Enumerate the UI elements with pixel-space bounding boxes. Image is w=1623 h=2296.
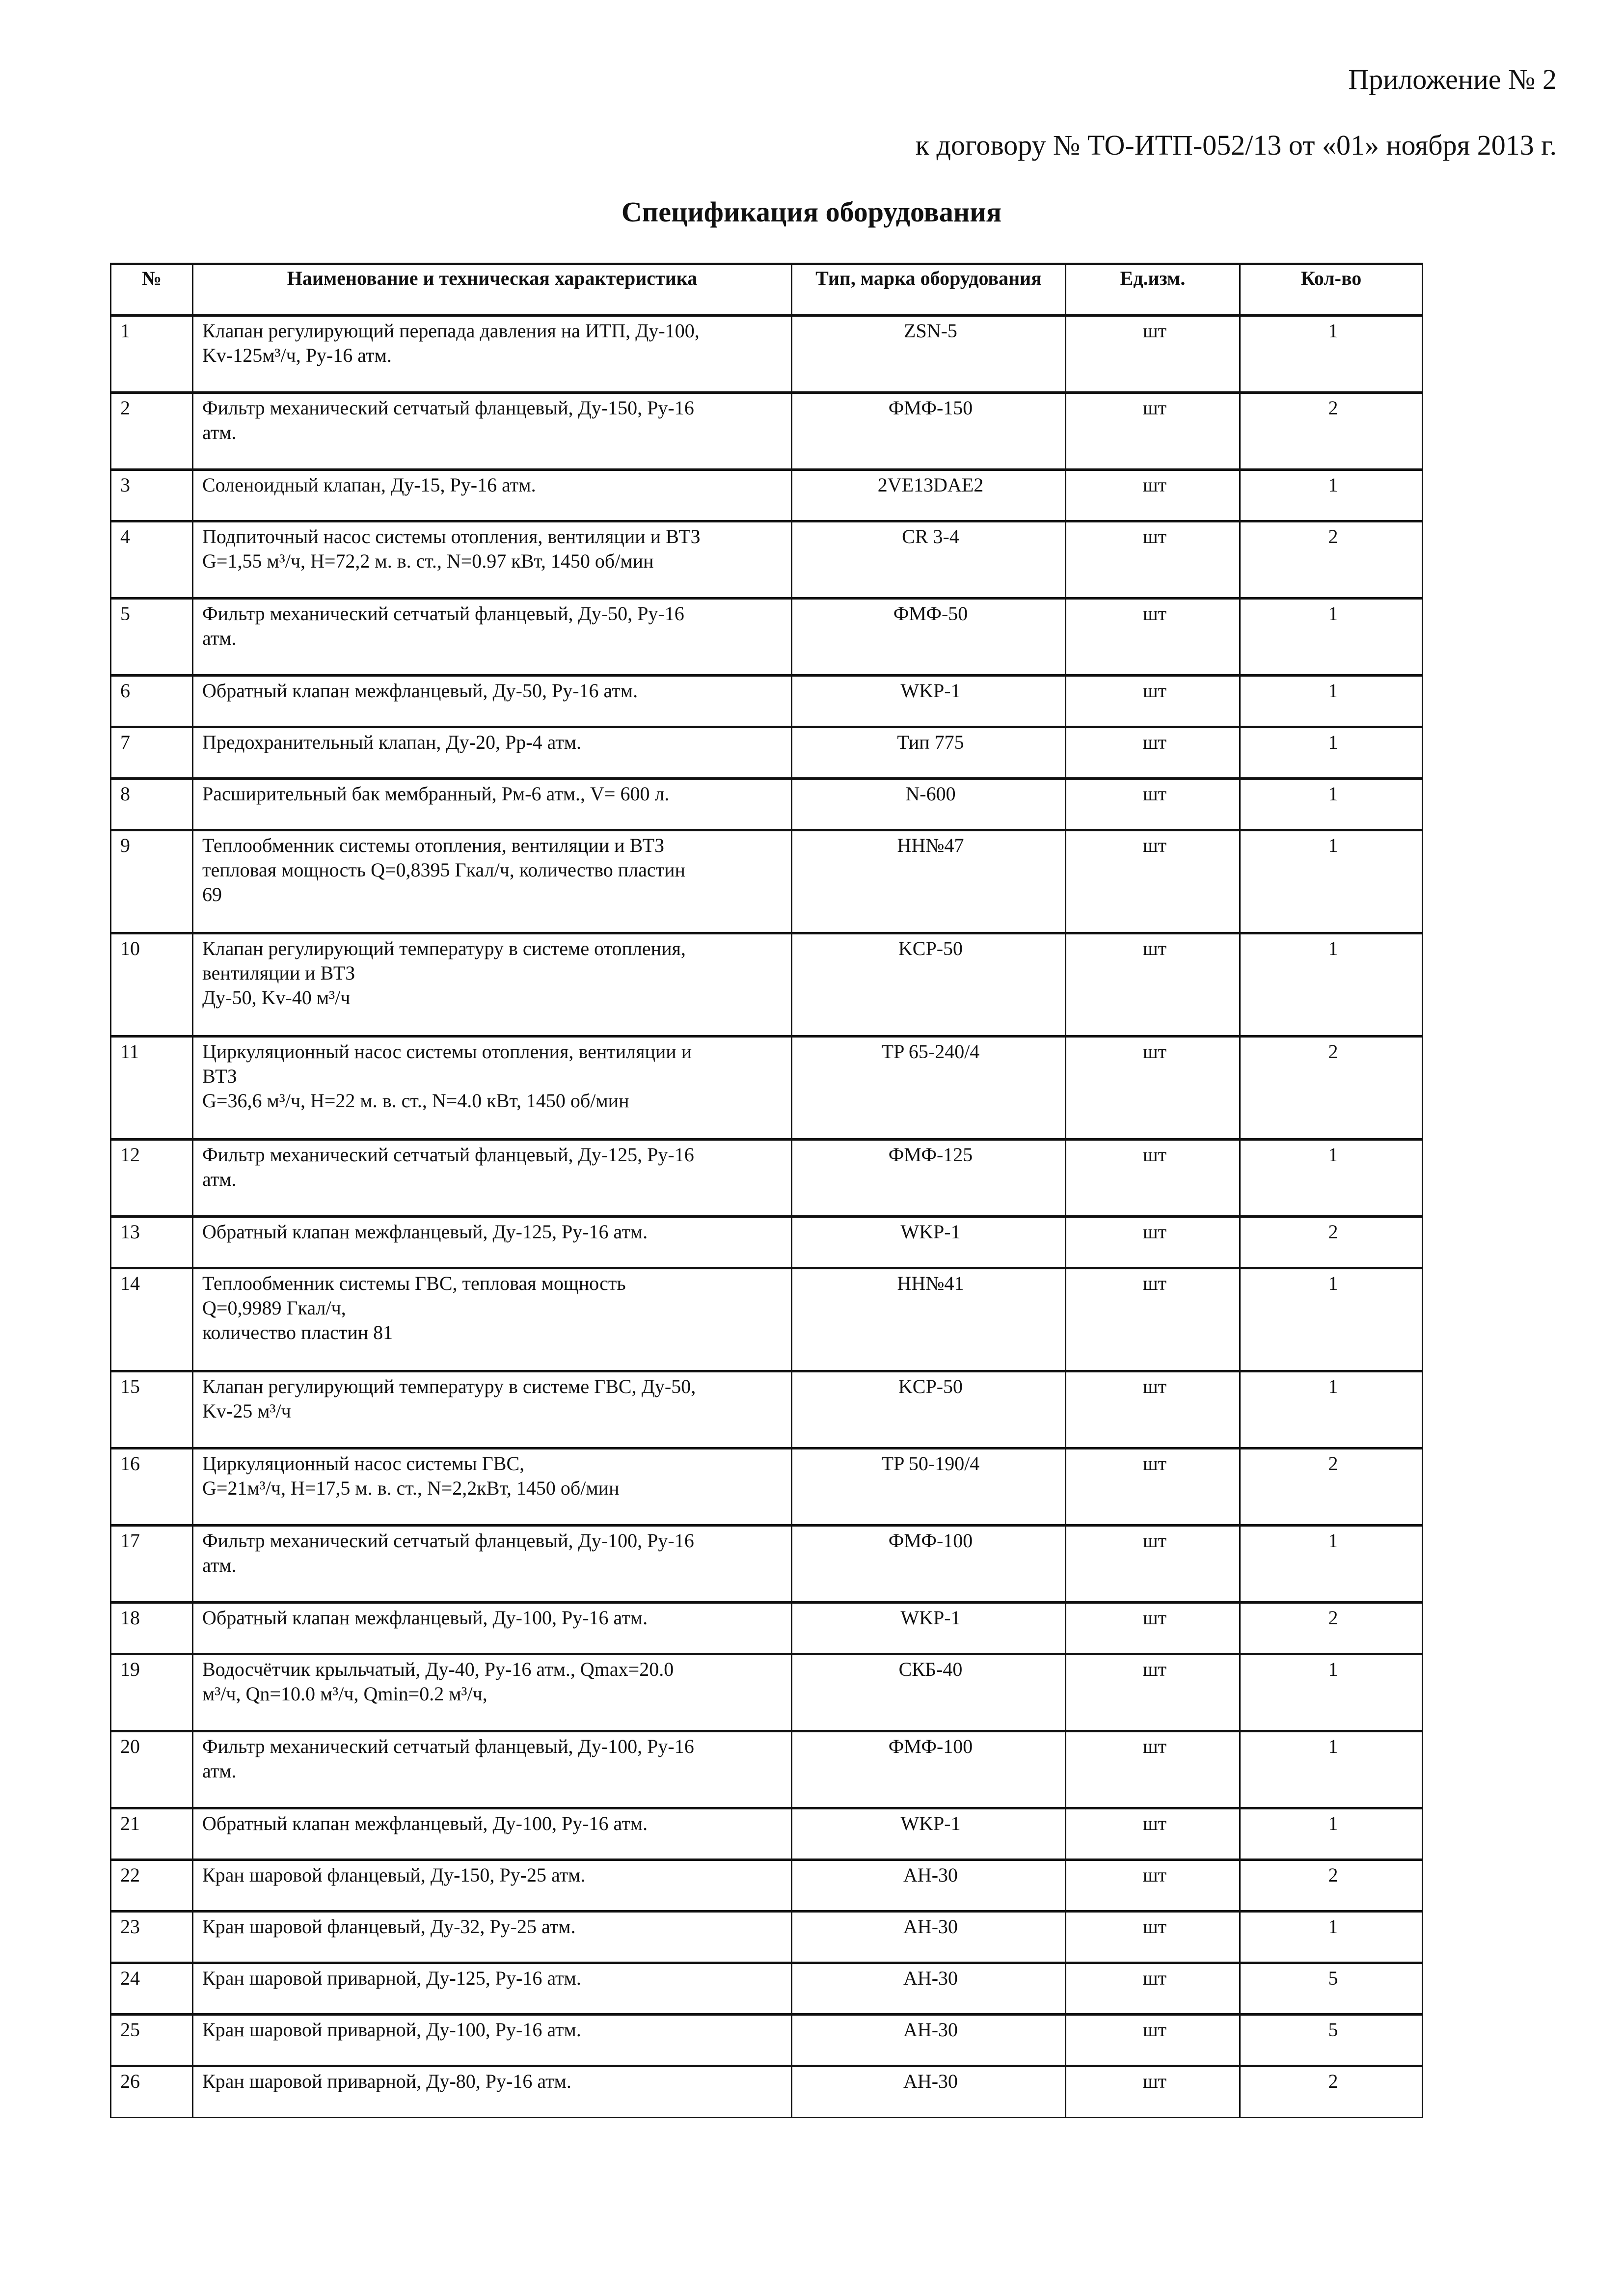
row-type: ФМФ-100 [792, 1731, 1066, 1808]
table-row [111, 1526, 1423, 1603]
row-name: Циркуляционный насос системы ГВС, G=21м³/ч, H=17,5 м. в. ст., N=2,2кВт, 1450 об/мин [193, 1449, 792, 1526]
row-quantity: 1 [1240, 1808, 1423, 1860]
row-type: AH-30 [792, 2015, 1066, 2066]
row-name: Фильтр механический сетчатый фланцевый, Ду-150, Ру-16 атм. [193, 393, 792, 470]
row-quantity: 2 [1240, 1860, 1423, 1912]
row-unit: шт [1066, 1449, 1240, 1526]
table-row [111, 1268, 1423, 1371]
row-name: Обратный клапан межфланцевый, Ду-125, Ру-16 атм. [193, 1217, 792, 1268]
row-type: WKP-1 [792, 1808, 1066, 1860]
table-row [111, 1140, 1423, 1217]
table-row [111, 1449, 1423, 1526]
row-type: WKP-1 [792, 1217, 1066, 1268]
row-unit: шт [1066, 1603, 1240, 1654]
row-name: Подпиточный насос системы отопления, вентиляции и ВТЗ G=1,55 м³/ч, H=72,2 м. в. ст., N=0.97 кВт, 1450 об/мин [193, 521, 792, 599]
row-number: 9 [111, 830, 193, 933]
row-type: AH-30 [792, 1860, 1066, 1912]
row-number: 12 [111, 1140, 193, 1217]
row-name: Клапан регулирующий температуру в системе отопления, вентиляции и ВТЗ Ду-50, Kv-40 м³/ч [193, 933, 792, 1037]
row-name: Фильтр механический сетчатый фланцевый, Ду-50, Ру-16 атм. [193, 599, 792, 676]
row-quantity: 5 [1240, 1963, 1423, 2015]
row-number: 14 [111, 1268, 193, 1371]
row-unit: шт [1066, 1217, 1240, 1268]
table-row [111, 1603, 1423, 1654]
row-quantity: 1 [1240, 1526, 1423, 1603]
row-type: N-600 [792, 779, 1066, 830]
column-header-type: Тип, марка оборудования [792, 264, 1066, 316]
table-row [111, 1037, 1423, 1140]
row-quantity: 1 [1240, 933, 1423, 1037]
row-quantity: 5 [1240, 2015, 1423, 2066]
row-number: 5 [111, 599, 193, 676]
row-type: ФМФ-50 [792, 599, 1066, 676]
row-unit: шт [1066, 2015, 1240, 2066]
table-row [111, 316, 1423, 393]
row-quantity: 2 [1240, 521, 1423, 599]
row-name: Обратный клапан межфланцевый, Ду-100, Ру-16 атм. [193, 1808, 792, 1860]
row-quantity: 1 [1240, 1731, 1423, 1808]
table-row [111, 1912, 1423, 1963]
row-type: 2VE13DAE2 [792, 470, 1066, 521]
table-body [111, 316, 1423, 2118]
row-type: AH-30 [792, 1963, 1066, 2015]
row-number: 13 [111, 1217, 193, 1268]
table-row [111, 393, 1423, 470]
table-row [111, 1654, 1423, 1731]
row-name: Теплообменник системы отопления, вентиляции и ВТЗ тепловая мощность Q=0,8395 Гкал/ч, количество пластин 69 [193, 830, 792, 933]
table-row [111, 1731, 1423, 1808]
row-unit: шт [1066, 1731, 1240, 1808]
row-number: 25 [111, 2015, 193, 2066]
row-number: 3 [111, 470, 193, 521]
row-unit: шт [1066, 1526, 1240, 1603]
row-type: ФМФ-125 [792, 1140, 1066, 1217]
row-unit: шт [1066, 1268, 1240, 1371]
row-number: 18 [111, 1603, 193, 1654]
row-name: Теплообменник системы ГВС, тепловая мощность Q=0,9989 Гкал/ч, количество пластин 81 [193, 1268, 792, 1371]
row-type: Тип 775 [792, 727, 1066, 779]
row-name: Клапан регулирующий перепада давления на ИТП, Ду-100, Kv-125м³/ч, Ру-16 атм. [193, 316, 792, 393]
row-type: KCP-50 [792, 933, 1066, 1037]
row-quantity: 1 [1240, 727, 1423, 779]
row-unit: шт [1066, 1963, 1240, 2015]
row-number: 17 [111, 1526, 193, 1603]
row-name: Расширительный бак мембранный, Рм-6 атм., V= 600 л. [193, 779, 792, 830]
table-row [111, 470, 1423, 521]
column-header-number: № [111, 264, 193, 316]
row-name: Фильтр механический сетчатый фланцевый, Ду-125, Ру-16 атм. [193, 1140, 792, 1217]
row-quantity: 1 [1240, 779, 1423, 830]
row-quantity: 1 [1240, 1268, 1423, 1371]
row-type: ZSN-5 [792, 316, 1066, 393]
row-name: Предохранительный клапан, Ду-20, Рр-4 атм. [193, 727, 792, 779]
table-row [111, 933, 1423, 1037]
document-title: Спецификация оборудования [621, 196, 1002, 228]
row-quantity: 1 [1240, 599, 1423, 676]
row-unit: шт [1066, 727, 1240, 779]
row-quantity: 2 [1240, 1449, 1423, 1526]
row-number: 1 [111, 316, 193, 393]
row-name: Фильтр механический сетчатый фланцевый, Ду-100, Ру-16 атм. [193, 1526, 792, 1603]
row-type: KCP-50 [792, 1371, 1066, 1449]
row-number: 15 [111, 1371, 193, 1449]
row-type: HH№41 [792, 1268, 1066, 1371]
row-quantity: 2 [1240, 1037, 1423, 1140]
table-row [111, 2066, 1423, 2118]
table-row [111, 779, 1423, 830]
row-name: Циркуляционный насос системы отопления, вентиляции и ВТЗ G=36,6 м³/ч, H=22 м. в. ст., N=4.0 кВт, 1450 об/мин [193, 1037, 792, 1140]
row-unit: шт [1066, 521, 1240, 599]
row-type: CR 3-4 [792, 521, 1066, 599]
row-name: Обратный клапан межфланцевый, Ду-100, Ру-16 атм. [193, 1603, 792, 1654]
row-unit: шт [1066, 1654, 1240, 1731]
row-number: 20 [111, 1731, 193, 1808]
row-type: WKP-1 [792, 676, 1066, 727]
row-name: Соленоидный клапан, Ду-15, Ру-16 атм. [193, 470, 792, 521]
row-type: ФМФ-100 [792, 1526, 1066, 1603]
row-number: 22 [111, 1860, 193, 1912]
row-number: 23 [111, 1912, 193, 1963]
row-unit: шт [1066, 1860, 1240, 1912]
row-name: Кран шаровой приварной, Ду-100, Ру-16 атм. [193, 2015, 792, 2066]
row-quantity: 1 [1240, 470, 1423, 521]
row-type: AH-30 [792, 2066, 1066, 2118]
row-type: AH-30 [792, 1912, 1066, 1963]
row-unit: шт [1066, 2066, 1240, 2118]
column-header-unit: Ед.изм. [1066, 264, 1240, 316]
row-type: WKP-1 [792, 1603, 1066, 1654]
row-quantity: 1 [1240, 1654, 1423, 1731]
table-header-row [111, 264, 1423, 316]
row-type: ФМФ-150 [792, 393, 1066, 470]
row-unit: шт [1066, 1371, 1240, 1449]
row-name: Фильтр механический сетчатый фланцевый, Ду-100, Ру-16 атм. [193, 1731, 792, 1808]
row-name: Кран шаровой приварной, Ду-80, Ру-16 атм. [193, 2066, 792, 2118]
table-row [111, 1860, 1423, 1912]
row-name: Водосчётчик крыльчатый, Ду-40, Ру-16 атм., Qmax=20.0 м³/ч, Qn=10.0 м³/ч, Qmin=0.2 м³/ч, [193, 1654, 792, 1731]
row-unit: шт [1066, 1808, 1240, 1860]
table-row [111, 727, 1423, 779]
row-number: 19 [111, 1654, 193, 1731]
table-row [111, 521, 1423, 599]
table-row [111, 1963, 1423, 2015]
row-quantity: 1 [1240, 676, 1423, 727]
row-type: TP 65-240/4 [792, 1037, 1066, 1140]
table-row [111, 599, 1423, 676]
row-name: Кран шаровой фланцевый, Ду-150, Ру-25 атм. [193, 1860, 792, 1912]
row-unit: шт [1066, 779, 1240, 830]
row-type: СКБ-40 [792, 1654, 1066, 1731]
row-quantity: 2 [1240, 1217, 1423, 1268]
row-name: Кран шаровой приварной, Ду-125, Ру-16 атм. [193, 1963, 792, 2015]
row-quantity: 1 [1240, 1912, 1423, 1963]
row-name: Кран шаровой фланцевый, Ду-32, Ру-25 атм. [193, 1912, 792, 1963]
row-unit: шт [1066, 1037, 1240, 1140]
row-unit: шт [1066, 676, 1240, 727]
table-row [111, 2015, 1423, 2066]
appendix-label: Приложение № 2 [1348, 63, 1557, 95]
row-quantity: 1 [1240, 1140, 1423, 1217]
row-name: Клапан регулирующий температуру в системе ГВС, Ду-50, Kv-25 м³/ч [193, 1371, 792, 1449]
row-type: TP 50-190/4 [792, 1449, 1066, 1526]
table-row [111, 830, 1423, 933]
row-quantity: 1 [1240, 830, 1423, 933]
row-unit: шт [1066, 830, 1240, 933]
row-quantity: 2 [1240, 393, 1423, 470]
row-quantity: 2 [1240, 1603, 1423, 1654]
row-unit: шт [1066, 316, 1240, 393]
row-quantity: 2 [1240, 2066, 1423, 2118]
row-quantity: 1 [1240, 316, 1423, 393]
row-type: HH№47 [792, 830, 1066, 933]
column-header-quantity: Кол-во [1240, 264, 1423, 316]
row-number: 8 [111, 779, 193, 830]
row-unit: шт [1066, 393, 1240, 470]
row-number: 7 [111, 727, 193, 779]
row-name: Обратный клапан межфланцевый, Ду-50, Ру-16 атм. [193, 676, 792, 727]
row-unit: шт [1066, 470, 1240, 521]
row-quantity: 1 [1240, 1371, 1423, 1449]
row-number: 26 [111, 2066, 193, 2118]
table-row [111, 676, 1423, 727]
row-number: 2 [111, 393, 193, 470]
equipment-spec-table [110, 263, 1423, 2118]
row-number: 21 [111, 1808, 193, 1860]
row-number: 16 [111, 1449, 193, 1526]
table-row [111, 1217, 1423, 1268]
table-row [111, 1371, 1423, 1449]
row-number: 10 [111, 933, 193, 1037]
row-unit: шт [1066, 1140, 1240, 1217]
column-header-name: Наименование и техническая характеристика [193, 264, 792, 316]
row-number: 4 [111, 521, 193, 599]
row-unit: шт [1066, 1912, 1240, 1963]
contract-reference: к договору № ТО-ИТП-052/13 от «01» ноября 2013 г. [915, 129, 1557, 161]
row-number: 6 [111, 676, 193, 727]
row-number: 24 [111, 1963, 193, 2015]
table-row [111, 1808, 1423, 1860]
row-unit: шт [1066, 599, 1240, 676]
row-unit: шт [1066, 933, 1240, 1037]
row-number: 11 [111, 1037, 193, 1140]
